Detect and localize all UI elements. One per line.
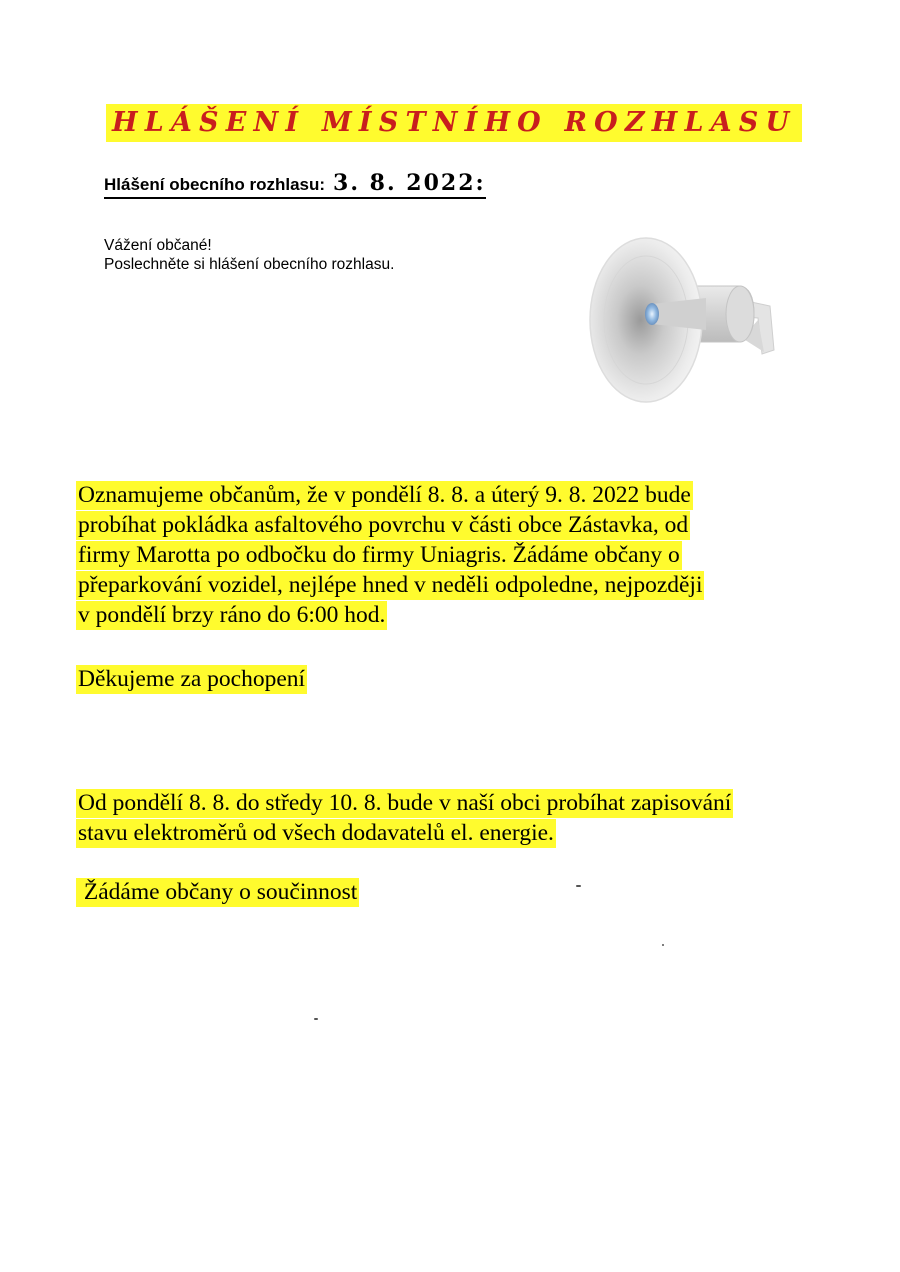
- cooperation-text: Žádáme občany o součinnost: [78, 879, 358, 905]
- broadcast-date: 3. 8. 2022:: [333, 170, 486, 196]
- broadcast-date-heading: [104, 170, 486, 199]
- scan-speck: [576, 885, 581, 887]
- asphalt-announcement-line-5: v pondělí brzy ráno do 6:00 hod.: [78, 602, 386, 628]
- asphalt-announcement-line-1: Oznamujeme občanům, že v pondělí 8. 8. a úterý 9. 8. 2022 bude: [78, 482, 691, 508]
- greeting-line-1: Vážení občané!: [104, 237, 212, 254]
- greeting: [104, 236, 404, 274]
- thanks-text: Děkujeme za pochopení: [78, 666, 306, 692]
- cooperation-note: [76, 877, 359, 907]
- asphalt-announcement-line-3: firmy Marotta po odbočku do firmy Uniagris. Žádáme občany o: [78, 542, 680, 568]
- asphalt-announcement-line-4: přeparkování vozidel, nejlépe hned v neděli odpoledne, nejpozději: [78, 572, 703, 598]
- scan-speck: [314, 1018, 318, 1020]
- greeting-line-2: Poslechněte si hlášení obecního rozhlasu.: [104, 256, 395, 273]
- meter-reading-line-2: stavu elektroměrů od všech dodavatelů el. energie.: [78, 820, 554, 846]
- page-title: HLÁŠENÍ MÍSTNÍHO ROZHLASU: [106, 104, 802, 142]
- meter-reading-line-1: Od pondělí 8. 8. do středy 10. 8. bude v naší obci probíhat zapisování: [78, 790, 732, 816]
- megaphone-icon: [582, 228, 782, 408]
- asphalt-announcement: [76, 480, 704, 630]
- asphalt-announcement-line-2: probíhat pokládka asfaltového povrchu v části obce Zástavka, od: [78, 512, 689, 538]
- meter-reading-announcement: [76, 788, 733, 848]
- subtitle-label: Hlášení obecního rozhlasu:: [104, 175, 326, 194]
- thanks-note: [76, 664, 307, 694]
- scan-speck: [662, 944, 664, 946]
